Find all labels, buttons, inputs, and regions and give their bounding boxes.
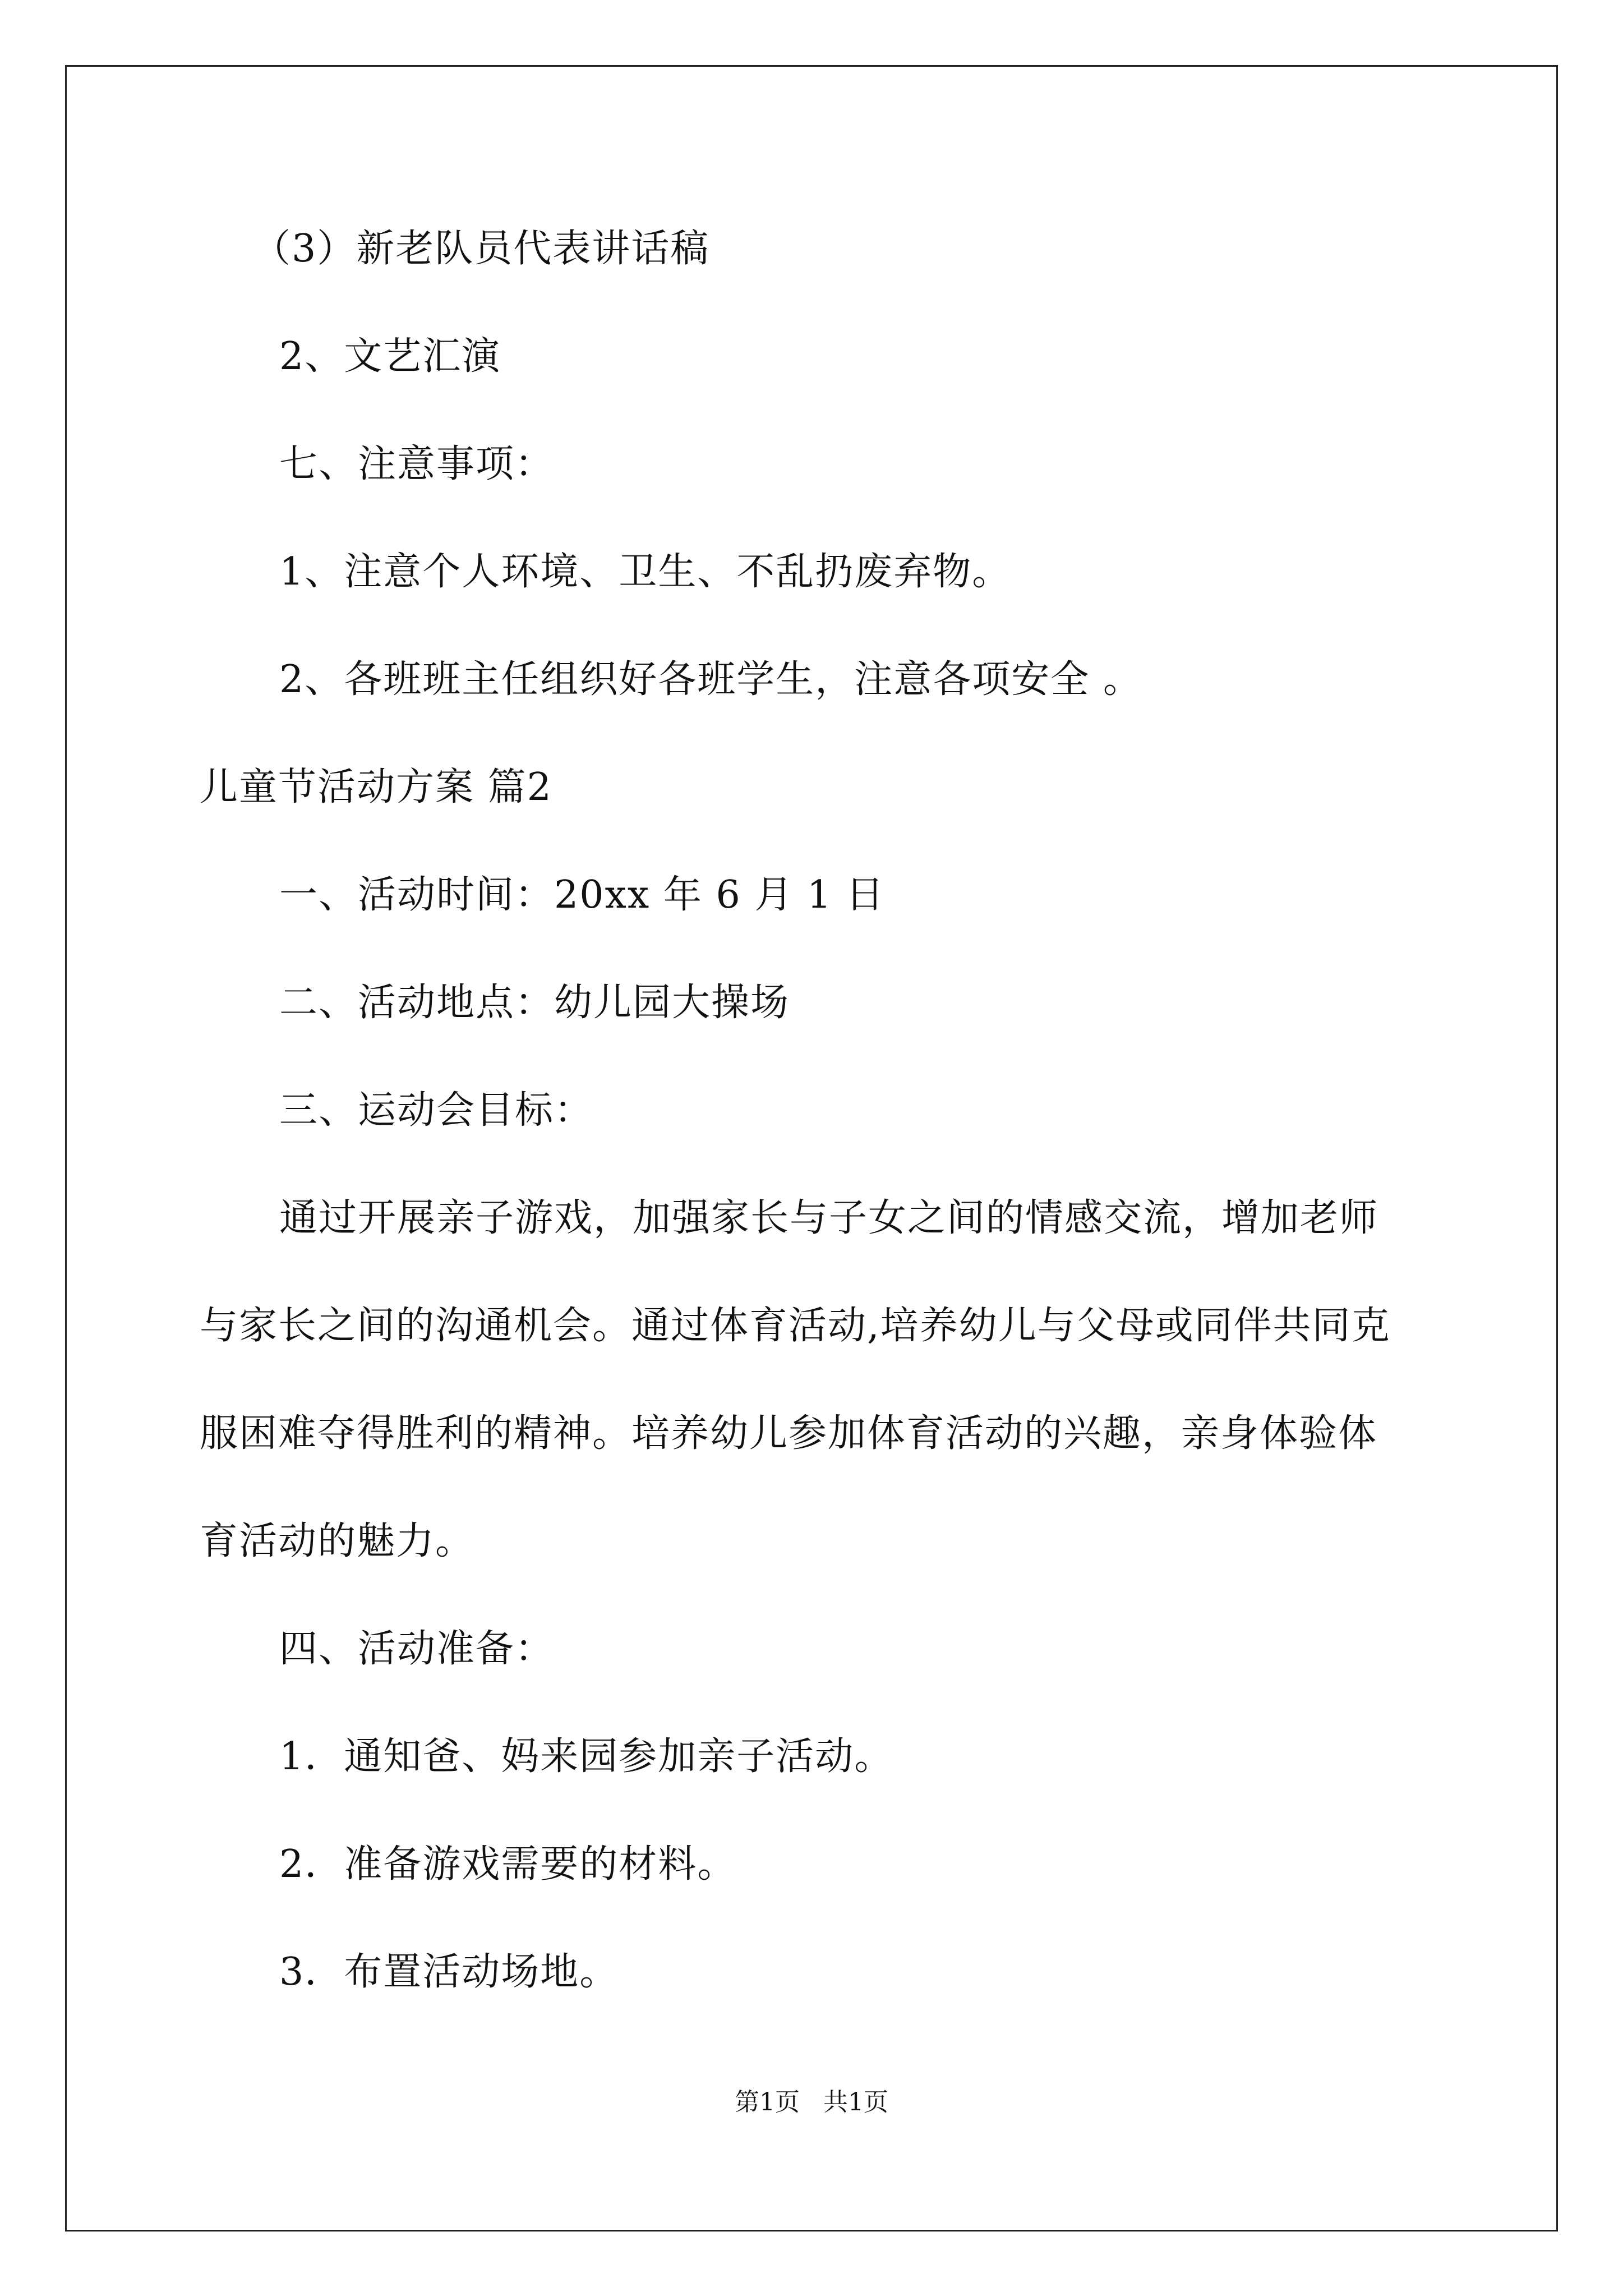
- paragraph-line: 通过开展亲子游戏，加强家长与子女之间的情感交流，增加老师: [279, 1196, 1379, 1240]
- list-item: 2、各班班主任组织好各班学生，注意各项安全 。: [279, 657, 1142, 702]
- paragraph-line: 与家长之间的沟通机会。通过体育活动,培养幼儿与父母或同伴共同克: [200, 1304, 1391, 1348]
- page-border: [65, 65, 1558, 2231]
- list-item: 1、注意个人环境、卫生、不乱扔废弃物。: [279, 550, 1012, 594]
- list-item: 1．通知爸、妈来园参加亲子活动。: [279, 1734, 894, 1779]
- text-line: 2、文艺汇演: [279, 334, 501, 379]
- section-heading: 三、运动会目标：: [279, 1088, 594, 1133]
- text-line: （3）新老队员代表讲话稿: [252, 227, 710, 271]
- section-heading: 四、活动准备：: [279, 1627, 555, 1671]
- list-item: 2．准备游戏需要的材料。: [279, 1842, 737, 1887]
- paragraph-line: 育活动的魅力。: [200, 1519, 475, 1563]
- list-item: 3．布置活动场地。: [279, 1950, 619, 1994]
- page-number: 第1页 共1页: [735, 2088, 888, 2116]
- paragraph-line: 服困难夺得胜利的精神。培养幼儿参加体育活动的兴趣，亲身体验体: [200, 1411, 1378, 1456]
- section-heading: 二、活动地点：幼儿园大操场: [279, 981, 790, 1025]
- section-heading: 一、活动时间：20xx 年 6 月 1 日: [279, 873, 885, 917]
- section-heading: 七、注意事项：: [279, 442, 555, 486]
- document-title: 儿童节活动方案 篇2: [200, 765, 552, 809]
